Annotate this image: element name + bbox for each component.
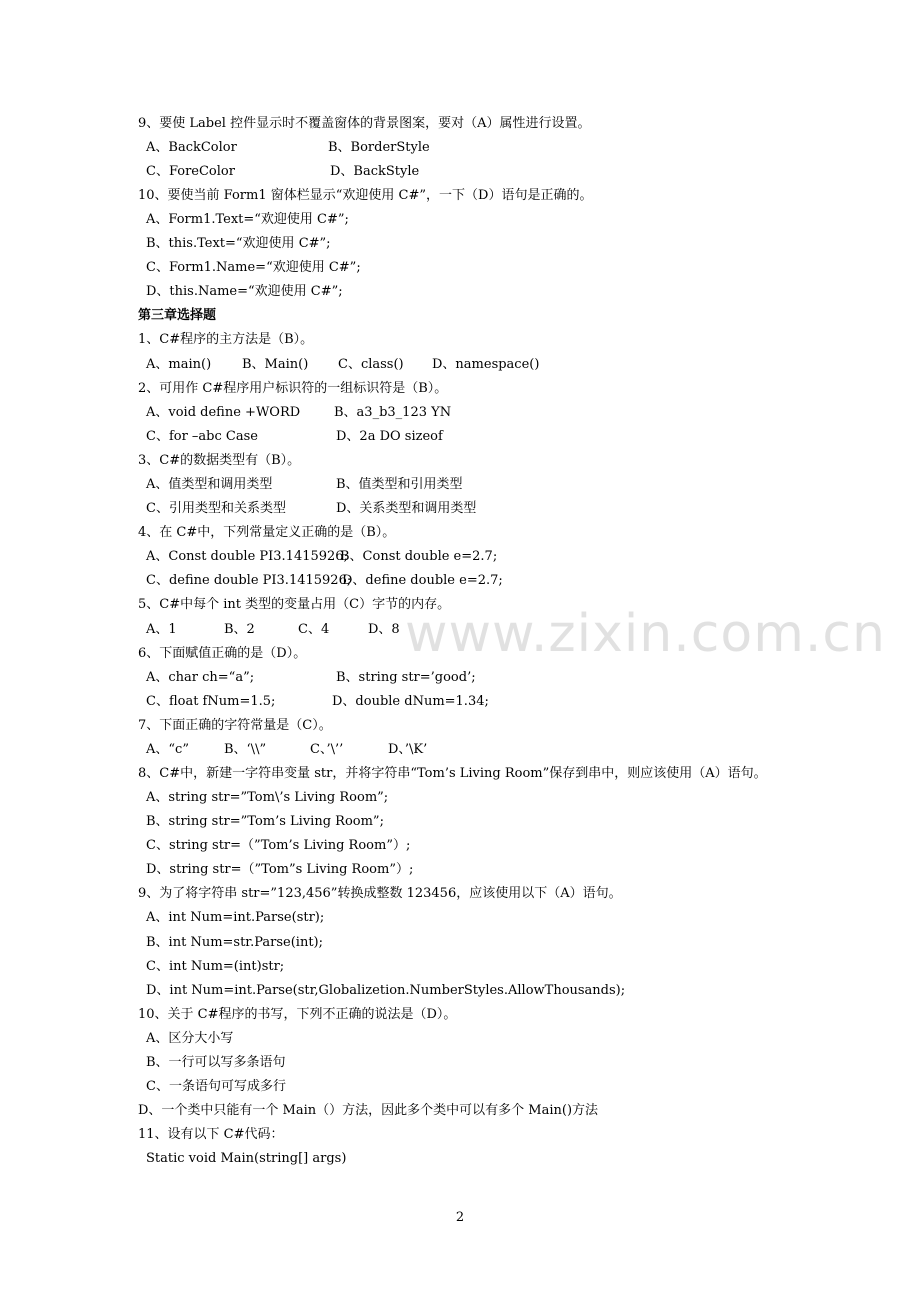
option-text: D、2a DO sizeof [336,429,443,444]
text-line: A、int Num=int.Parse(str); [146,910,325,925]
text-line: A、Form1.Text=“欢迎使用 C#”; [146,212,349,227]
option-text: D、double dNum=1.34; [332,694,489,709]
option-text: C、’\’’ [310,742,344,757]
text-line: A、string str=”Tom\’s Living Room”; [146,790,389,805]
text-line: D、this.Name=“欢迎使用 C#”; [146,284,343,299]
option-text: A、void define +WORD [146,405,301,420]
option-text: A、Const double PI3.1415926; [146,549,348,564]
text-line: B、int Num=str.Parse(int); [146,935,323,950]
text-line: 6、下面赋值正确的是（D）。 [138,646,307,661]
text-line: 11、设有以下 C#代码： [138,1127,284,1142]
text-line [146,477,846,493]
watermark-text: www.zixin.com.cn [405,604,886,664]
option-text: D、BackStyle [330,164,420,179]
text-line [146,549,846,565]
option-text: C、class() [338,357,404,372]
text-line: 10、关于 C#程序的书写，下列不正确的说法是（D）。 [138,1007,457,1022]
text-line: C、一条语句可写成多行 [146,1079,286,1094]
option-text: B、a3_b3_123 YN [334,405,452,420]
text-line [146,670,846,686]
text-line: 3、C#的数据类型有（B）。 [138,453,301,468]
text-line: B、string str=”Tom’s Living Room”; [146,814,384,829]
option-text: B、BorderStyle [328,140,430,155]
text-line [146,742,846,758]
page-number: 2 [455,1210,465,1225]
option-text: C、for –abc Case [146,429,258,444]
text-line [146,429,846,445]
text-line: 5、C#中每个 int 类型的变量占用（C）字节的内存。 [138,597,451,612]
option-text: D、namespace() [432,357,540,372]
option-text: D、define double e=2.7; [342,573,503,588]
text-line: B、一行可以写多条语句 [146,1055,286,1070]
text-line: 2、可用作 C#程序用户标识符的一组标识符是（B）。 [138,381,448,396]
option-text: D、8 [368,622,400,637]
option-text: C、define double PI3.1415926; [146,573,352,588]
option-text: B、string str=’good’; [336,670,476,685]
option-text: C、4 [298,622,330,637]
text-line: 8、C#中，新建一字符串变量 str，并将字符串“Tom’s Living Room”保存到串中，则应该使用（A）语句。 [138,766,767,781]
option-text: C、引用类型和关系类型 [146,501,286,516]
option-text: A、char ch=“a”; [146,670,255,685]
option-text: C、ForeColor [146,164,235,179]
option-text: B、Main() [242,357,309,372]
text-line [146,140,846,156]
option-text: B、Const double e=2.7; [340,549,498,564]
text-line: C、Form1.Name=“欢迎使用 C#”; [146,260,361,275]
option-text: D、’\K’ [388,742,428,757]
text-line: 4、在 C#中，下列常量定义正确的是（B）。 [138,525,396,540]
option-text: A、“c” [146,742,189,757]
text-line: D、一个类中只能有一个 Main（）方法，因此多个类中可以有多个 Main()方法 [138,1103,599,1118]
option-text: A、1 [146,622,177,637]
text-line: Static void Main(string[] args) [146,1151,347,1166]
option-text: D、关系类型和调用类型 [336,501,477,516]
option-text: A、main() [146,357,212,372]
option-text: B、2 [224,622,255,637]
text-line: D、string str=（”Tom”s Living Room”）; [146,862,414,877]
option-text: B、值类型和引用类型 [336,477,463,492]
option-text: C、float fNum=1.5; [146,694,276,709]
section-heading: 第三章选择题 [138,308,217,323]
text-line: B、this.Text=“欢迎使用 C#”; [146,236,331,251]
text-line: 1、C#程序的主方法是（B）。 [138,332,314,347]
text-line: D、int Num=int.Parse(str,Globalizetion.NumberStyles.AllowThousands); [146,983,626,998]
text-line [146,694,846,710]
text-line [146,164,846,180]
text-line: 10、要使当前 Form1 窗体栏显示“欢迎使用 C#”，一下（D）语句是正确的。 [138,188,593,203]
option-text: A、值类型和调用类型 [146,477,273,492]
text-line [146,405,846,421]
option-text: B、‘\\” [224,742,267,757]
text-line [146,501,846,517]
text-line: C、string str=（”Tom’s Living Room”）; [146,838,411,853]
text-line: 9、要使 Label 控件显示时不覆盖窗体的背景图案，要对（A）属性进行设置。 [138,116,591,131]
text-line [146,357,846,373]
text-line: 9、为了将字符串 str=”123,456”转换成整数 123456，应该使用以下（A）语句。 [138,886,622,901]
text-line: A、区分大小写 [146,1031,234,1046]
text-line [146,573,846,589]
text-line: C、int Num=(int)str; [146,959,285,974]
text-line: 7、下面正确的字符常量是（C）。 [138,718,332,733]
option-text: A、BackColor [146,140,237,155]
